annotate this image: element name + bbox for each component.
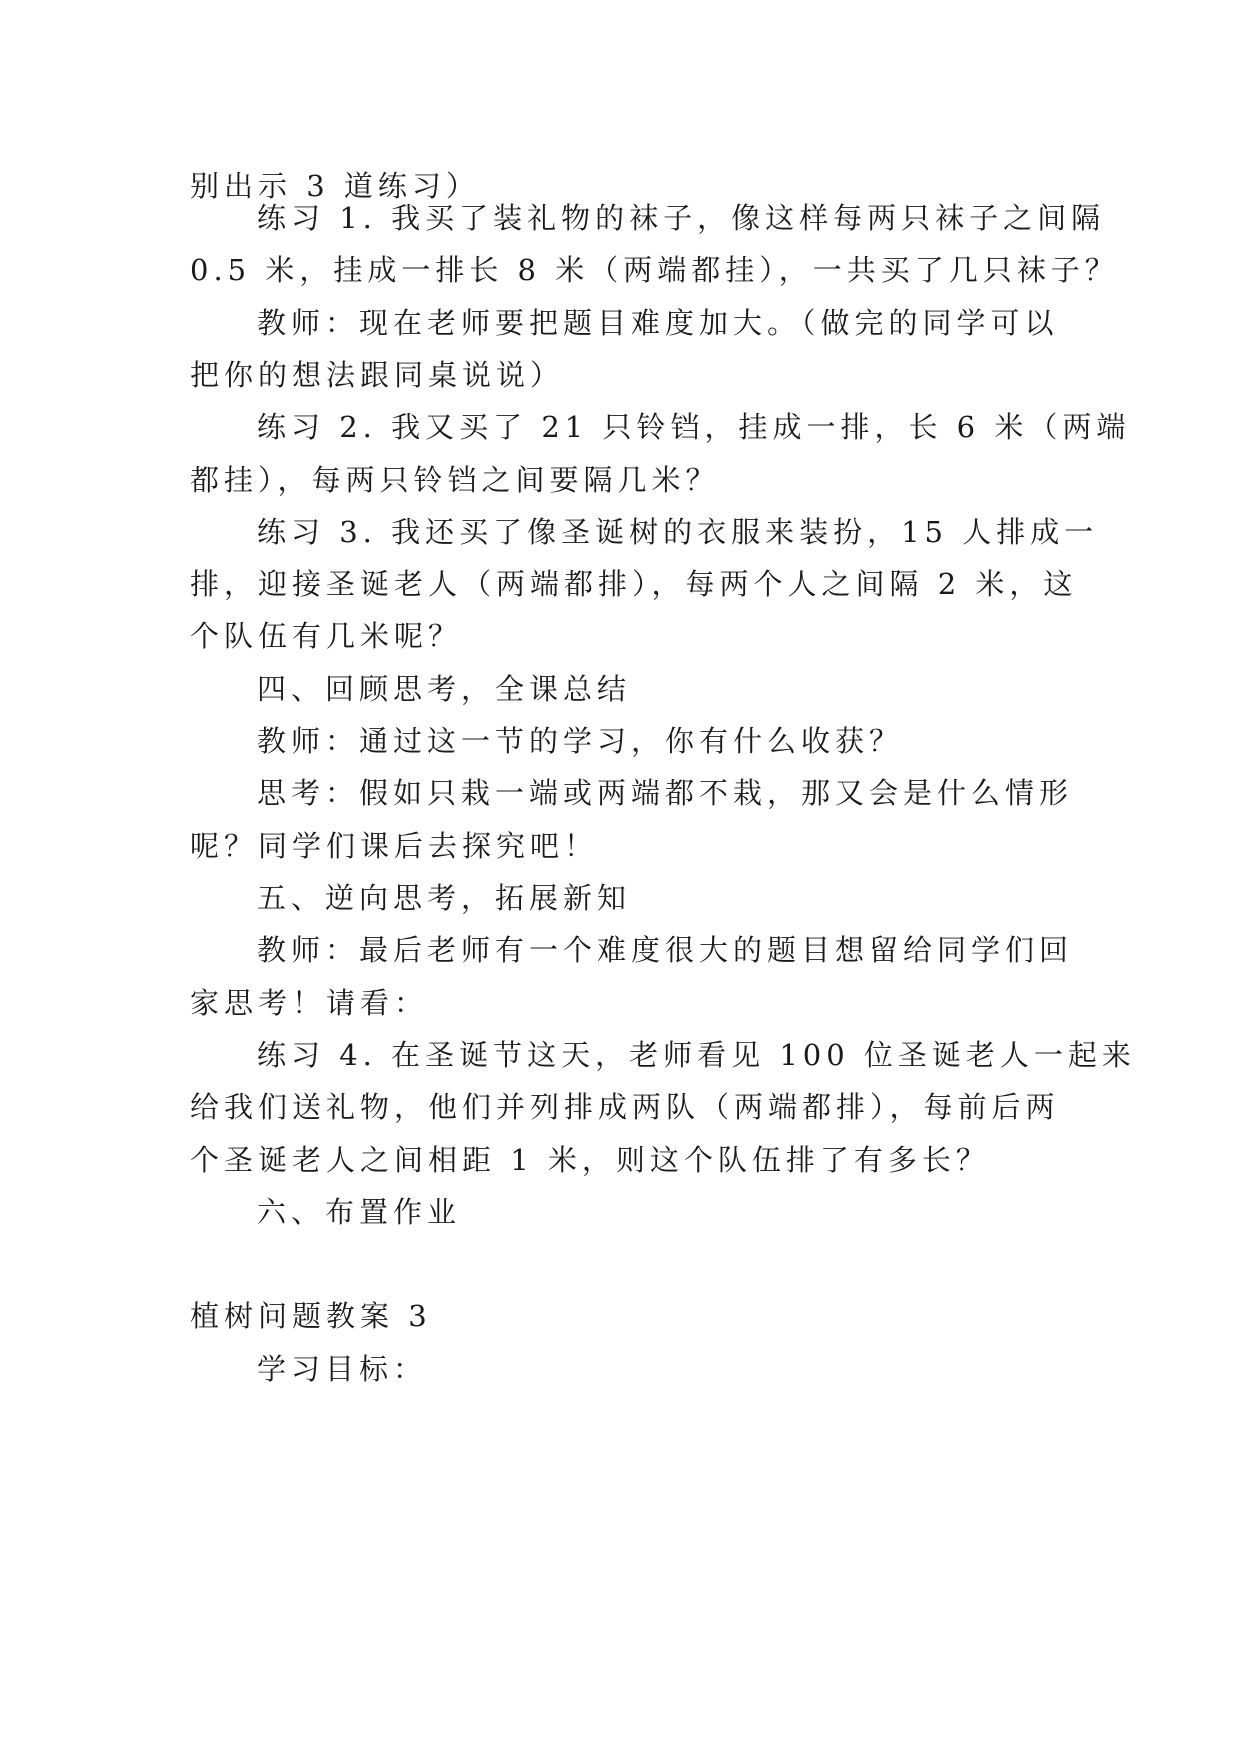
thinking-line: 呢？同学们课后去探究吧！ (190, 829, 599, 863)
exercise-2-line: 练习 2. 我又买了 21 只铃铛，挂成一排，长 6 米（两端 (257, 410, 1131, 444)
exercise-1-line: 0.5 米，挂成一排长 8 米（两端都挂），一共买了几只袜子？ (190, 253, 1119, 287)
exercise-1-line: 练习 1. 我买了装礼物的袜子，像这样每两只袜子之间隔 (257, 201, 1106, 235)
exercise-4-line: 个圣诞老人之间相距 1 米，则这个队伍排了有多长？ (190, 1143, 990, 1177)
paragraph-line: 别出示 3 道练习） (190, 169, 480, 203)
exercise-3-line: 排，迎接圣诞老人（两端都排），每两个人之间隔 2 米，这 (190, 567, 1078, 601)
teacher-line: 把你的想法跟同桌说说） (190, 358, 565, 392)
exercise-3-line: 个队伍有几米呢？ (190, 619, 463, 653)
learning-objectives-heading: 学习目标： (257, 1352, 428, 1386)
section-heading: 六、布置作业 (257, 1195, 462, 1229)
thinking-line: 思考：假如只栽一端或两端都不栽，那又会是什么情形 (257, 776, 1074, 810)
exercise-4-line: 练习 4. 在圣诞节这天，老师看见 100 位圣诞老人一起来 (257, 1038, 1136, 1072)
teacher-line: 教师：最后老师有一个难度很大的题目想留给同学们回 (257, 933, 1074, 967)
teacher-line: 教师：通过这一节的学习，你有什么收获？ (257, 724, 904, 758)
lesson-plan-title: 植树问题教案 3 (190, 1299, 432, 1333)
section-heading: 四、回顾思考，全课总结 (257, 672, 632, 706)
teacher-line: 教师：现在老师要把题目难度加大。（做完的同学可以 (257, 306, 1059, 340)
exercise-3-line: 练习 3. 我还买了像圣诞树的衣服来装扮，15 人排成一 (257, 515, 1099, 549)
exercise-2-line: 都挂），每两只铃铛之间要隔几米？ (190, 463, 720, 497)
teacher-line: 家思考！请看： (190, 986, 429, 1020)
section-heading: 五、逆向思考，拓展新知 (257, 881, 632, 915)
exercise-4-line: 给我们送礼物，他们并列排成两队（两端都排），每前后两 (190, 1090, 1060, 1124)
